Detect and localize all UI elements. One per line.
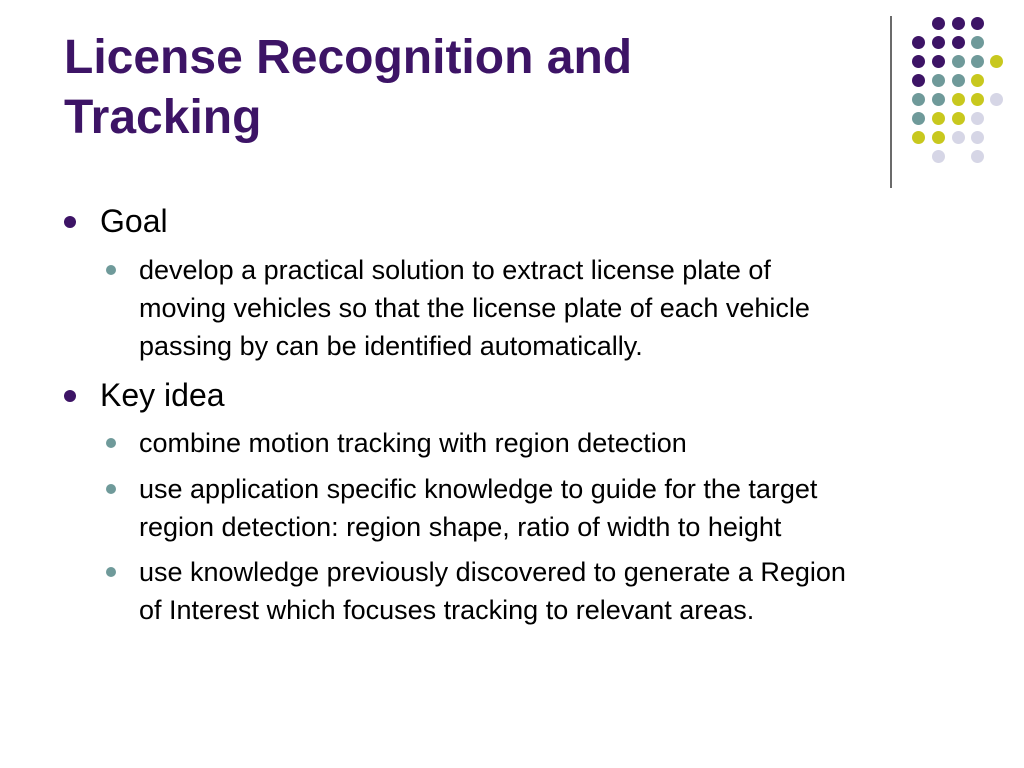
bullet-heading-goal: Goal	[100, 203, 168, 239]
sub-bullet-dot-icon	[106, 265, 116, 275]
bullet-heading-key-idea: Key idea	[100, 377, 225, 413]
text-line: use knowledge previously discovered to generate a Region	[139, 557, 846, 587]
slide-title-line-2: Tracking	[64, 91, 262, 144]
bullet-dot-icon	[64, 216, 76, 228]
sub-bullet-key-idea-2	[139, 470, 979, 546]
sub-bullet-dot-icon	[106, 438, 116, 448]
text-line: of Interest which focuses tracking to relevant areas.	[139, 595, 755, 625]
text-line: combine motion tracking with region detection	[139, 428, 687, 458]
text-line: use application specific knowledge to guide for the target	[139, 474, 818, 504]
sub-bullet-dot-icon	[106, 567, 116, 577]
sub-bullet-key-idea-1	[139, 424, 979, 462]
text-line: region detection: region shape, ratio of width to height	[139, 512, 782, 542]
text-line: develop a practical solution to extract license plate of	[139, 255, 771, 285]
sub-bullet-dot-icon	[106, 484, 116, 494]
sub-bullet-key-idea-3	[139, 553, 979, 629]
text-line: passing by can be identified automatically.	[139, 331, 643, 361]
sub-bullet-goal-1	[139, 251, 979, 365]
text-line: moving vehicles so that the license plate of each vehicle	[139, 293, 810, 323]
bullet-dot-icon	[64, 390, 76, 402]
slide-title-line-1: License Recognition and	[64, 31, 633, 84]
